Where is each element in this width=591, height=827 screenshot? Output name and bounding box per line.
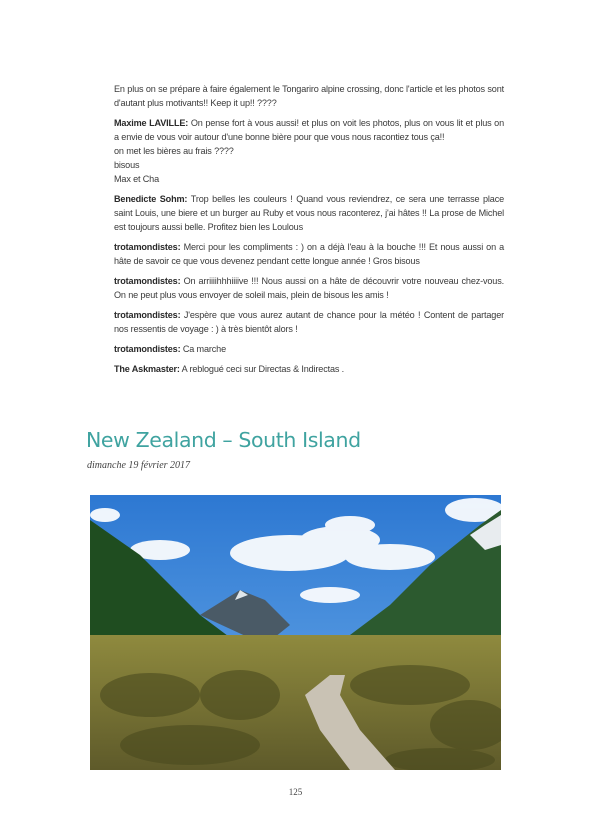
comment-trotamondistes-3 [114, 308, 504, 336]
comment-author: The Askmaster: [114, 364, 180, 374]
comments-section [114, 82, 504, 382]
comment-text: J'espère que vous aurez autant de chance pour la météo ! Content de partager nos ressentis de voyage : ) à très bientôt alors ! [114, 310, 504, 334]
comment-trotamondistes-2 [114, 274, 504, 302]
page-number: 125 [288, 787, 303, 797]
comment-author: trotamondistes: [114, 242, 181, 252]
comment-author: trotamondistes: [114, 310, 181, 320]
comment-text: Merci pour les compliments : ) on a déjà l'eau à la bouche !!! Et nous aussi on a hâte de savoir ce que vous devenez pendant cette longue année ! Gros bisous [114, 242, 504, 266]
comment-author: trotamondistes: [114, 276, 181, 286]
comment-askmaster [114, 362, 504, 376]
comment-text: on met les bières au frais ???? [114, 146, 234, 156]
landscape-illustration [90, 495, 501, 770]
landscape-photo [90, 495, 501, 770]
comment-trotamondistes-1 [114, 240, 504, 268]
comment-text: Trop belles les couleurs ! Quand vous reviendrez, ce sera une terrasse place saint Louis, une biere et un burger au Ruby et vous nous raconterez, j'ai hâtes !! La prose de Michel est toujours aussi belle. Profitez bien les Loulous [114, 194, 505, 232]
comment-text: bisous [114, 160, 140, 170]
comment-text: On pense fort à vous aussi! et plus on voit les photos, plus on vous lit et plus on a envie de vous voir autour d'une bonne bière pour que vous nous racontiez tous ça!! [114, 118, 504, 142]
comment-maxime [114, 116, 504, 186]
article-date: dimanche 19 février 2017 [87, 460, 191, 471]
comment-trotamondistes-4 [114, 342, 504, 356]
comment-text: A reblogué ceci sur Directas & Indirectas . [181, 364, 345, 374]
comment-text: On arriiiihhhiiiive !!! Nous aussi on a hâte de découvrir votre nouveau chez-vous. On ne peut plus vous envoyer de soleil mais, plein de bisous les amis ! [114, 276, 504, 300]
comment-intro: En plus on se prépare à faire également le Tongariro alpine crossing, donc l'article et les photos sont d'autant plus motivants!! Keep it up!! ???? [114, 84, 504, 108]
comment-author: trotamondistes: [114, 344, 181, 354]
article-title: New Zealand – South Island [86, 428, 361, 452]
comment-benedicte [114, 192, 504, 234]
comment-text: Ca marche [182, 344, 226, 354]
comment-author: Benedicte Sohm: [114, 194, 188, 204]
comment-text: Max et Cha [114, 174, 159, 184]
comment-author: Maxime LAVILLE: [114, 118, 189, 128]
